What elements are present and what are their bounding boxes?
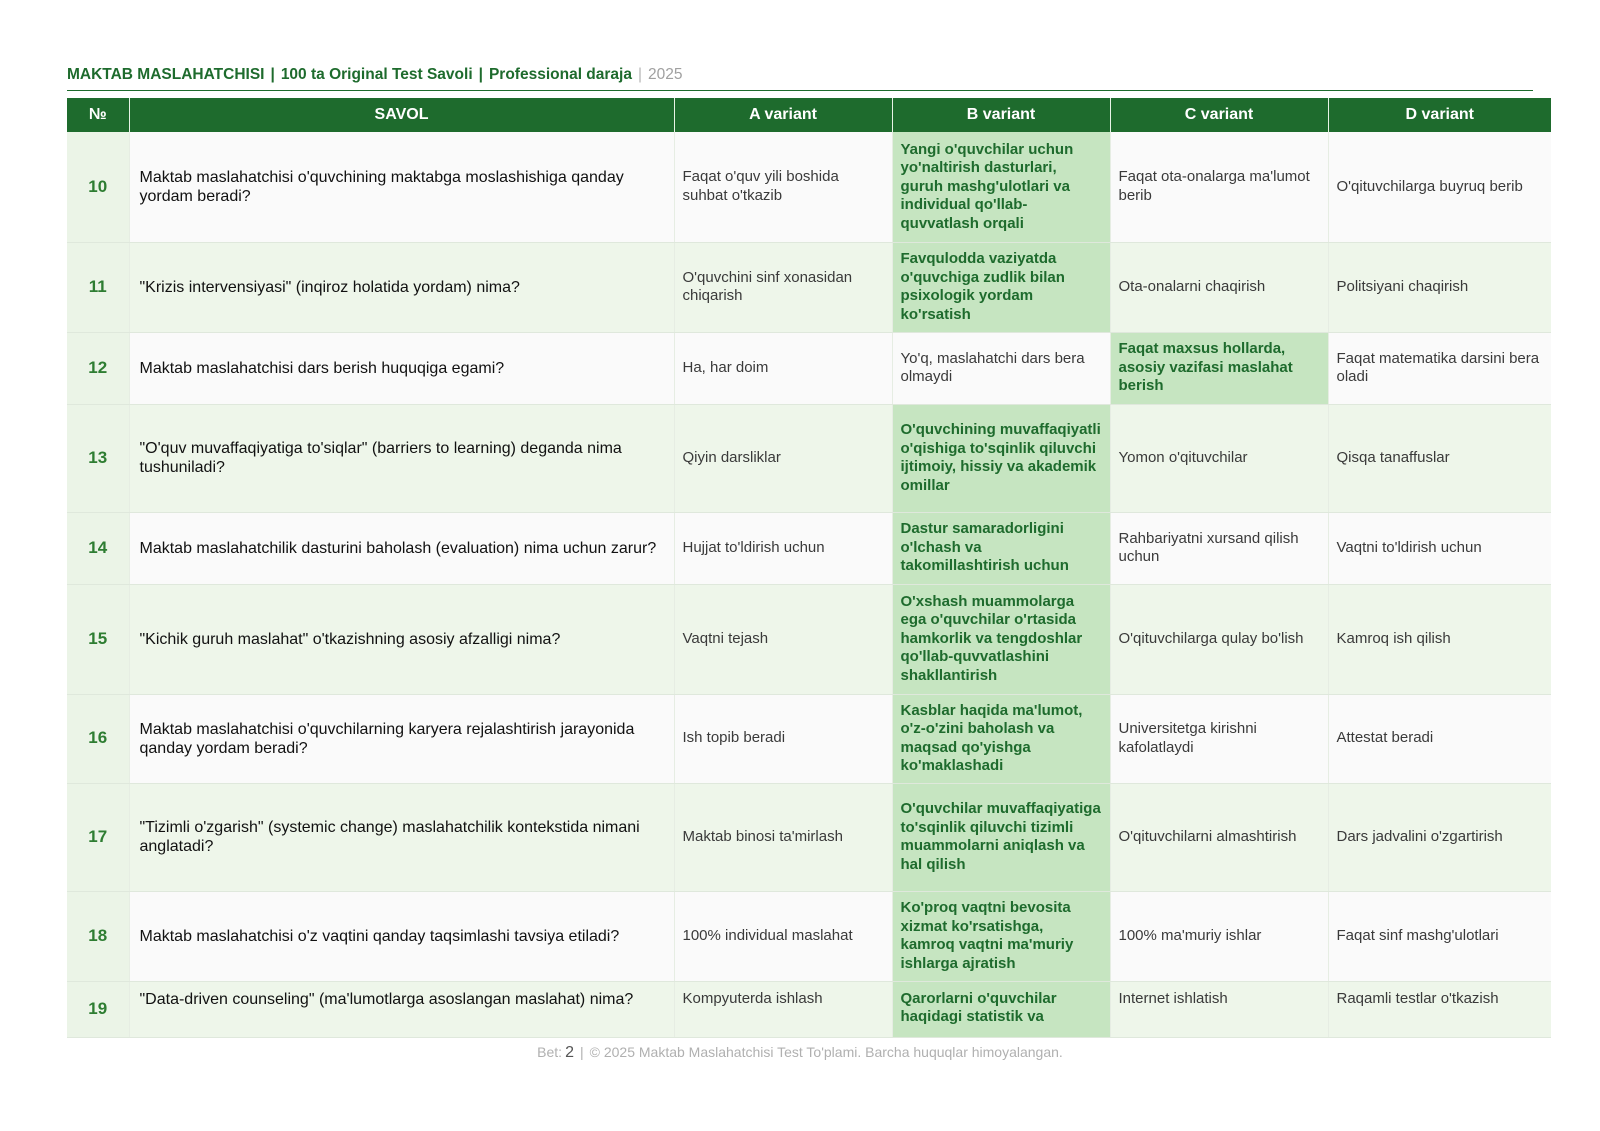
question-number: 17 <box>67 783 129 891</box>
question-text: Maktab maslahatchilik dasturini baholash (evaluation) nima uchun zarur? <box>129 512 674 584</box>
option-a: Hujjat to'ldirish uchun <box>674 512 892 584</box>
option-a: Qiyin darsliklar <box>674 404 892 512</box>
option-b-correct: Kasblar haqida ma'lumot, o'z-o'zini baholash va maqsad qo'yishga ko'maklashadi <box>892 694 1110 783</box>
table-row <box>67 404 1551 512</box>
option-d: Attestat beradi <box>1328 694 1551 783</box>
option-a: Vaqtni tejash <box>674 584 892 694</box>
option-a: O'quvchini sinf xonasidan chiqarish <box>674 242 892 332</box>
option-a: Ha, har doim <box>674 332 892 404</box>
page-label: Bet: <box>537 1044 563 1060</box>
option-c: 100% ma'muriy ishlar <box>1110 891 1328 981</box>
page-number: 2 <box>565 1044 574 1061</box>
question-text: "Kichik guruh maslahat" o'tkazishning asosiy afzalligi nima? <box>129 584 674 694</box>
option-c: Ota-onalarni chaqirish <box>1110 242 1328 332</box>
header-separator: | <box>478 66 483 83</box>
header-collection-title: 100 ta Original Test Savoli <box>280 66 473 83</box>
table-row <box>67 981 1551 1037</box>
option-c: Universitetga kirishni kafolatlaydi <box>1110 694 1328 783</box>
column-header-question: SAVOL <box>129 98 674 132</box>
option-b-correct: Favqulodda vaziyatda o'quvchiga zudlik bilan psixologik yordam ko'rsatish <box>892 242 1110 332</box>
option-c: O'qituvchilarga qulay bo'lish <box>1110 584 1328 694</box>
header-separator: | <box>270 66 275 83</box>
header-brand: MAKTAB MASLAHATCHISI <box>67 66 265 83</box>
column-header-b: B variant <box>892 98 1110 132</box>
column-header-a: A variant <box>674 98 892 132</box>
page-footer <box>0 1044 1600 1062</box>
option-d: Raqamli testlar o'tkazish <box>1328 981 1551 1037</box>
question-number: 12 <box>67 332 129 404</box>
question-text: "Tizimli o'zgarish" (systemic change) maslahatchilik kontekstida nimani anglatadi? <box>129 783 674 891</box>
footer-separator: | <box>579 1044 584 1060</box>
option-a: Faqat o'quv yili boshida suhbat o'tkazib <box>674 132 892 242</box>
table-row <box>67 512 1551 584</box>
option-d: Vaqtni to'ldirish uchun <box>1328 512 1551 584</box>
column-header-c: C variant <box>1110 98 1328 132</box>
question-number: 16 <box>67 694 129 783</box>
option-b-correct: O'quvchining muvaffaqiyatli o'qishiga to'sqinlik qiluvchi ijtimoiy, hissiy va akademik omillar <box>892 404 1110 512</box>
header-separator: | <box>637 66 643 83</box>
question-number: 14 <box>67 512 129 584</box>
option-d: Kamroq ish qilish <box>1328 584 1551 694</box>
option-a: 100% individual maslahat <box>674 891 892 981</box>
option-c: Yomon o'qituvchilar <box>1110 404 1328 512</box>
question-text: Maktab maslahatchisi dars berish huquqiga egami? <box>129 332 674 404</box>
column-header-d: D variant <box>1328 98 1551 132</box>
table-row <box>67 584 1551 694</box>
table-row <box>67 891 1551 981</box>
question-text: "O'quv muvaffaqiyatiga to'siqlar" (barriers to learning) deganda nima tushuniladi? <box>129 404 674 512</box>
option-d: Faqat sinf mashg'ulotlari <box>1328 891 1551 981</box>
page-header <box>67 66 1533 91</box>
table-row <box>67 242 1551 332</box>
option-d: Dars jadvalini o'zgartirish <box>1328 783 1551 891</box>
option-d: Qisqa tanaffuslar <box>1328 404 1551 512</box>
column-header-number: № <box>67 98 129 132</box>
option-c: O'qituvchilarni almashtirish <box>1110 783 1328 891</box>
question-number: 11 <box>67 242 129 332</box>
option-b-correct: Qarorlarni o'quvchilar haqidagi statistik va <box>892 981 1110 1037</box>
table-row <box>67 694 1551 783</box>
option-b-correct: Dastur samaradorligini o'lchash va takomillashtirish uchun <box>892 512 1110 584</box>
question-number: 18 <box>67 891 129 981</box>
option-a: Maktab binosi ta'mirlash <box>674 783 892 891</box>
option-b-correct: Ko'proq vaqtni bevosita xizmat ko'rsatishga, kamroq vaqtni ma'muriy ishlarga ajratish <box>892 891 1110 981</box>
question-text: Maktab maslahatchisi o'z vaqtini qanday taqsimlashi tavsiya etiladi? <box>129 891 674 981</box>
question-number: 19 <box>67 981 129 1037</box>
option-b-correct: O'quvchilar muvaffaqiyatiga to'sqinlik qiluvchi tizimli muammolarni aniqlash va hal qilish <box>892 783 1110 891</box>
option-c: Internet ishlatish <box>1110 981 1328 1037</box>
question-number: 10 <box>67 132 129 242</box>
option-b: Yo'q, maslahatchi dars bera olmaydi <box>892 332 1110 404</box>
option-d: Faqat matematika darsini bera oladi <box>1328 332 1551 404</box>
question-number: 15 <box>67 584 129 694</box>
option-c-correct: Faqat maxsus hollarda, asosiy vazifasi maslahat berish <box>1110 332 1328 404</box>
option-c: Faqat ota-onalarga ma'lumot berib <box>1110 132 1328 242</box>
question-number: 13 <box>67 404 129 512</box>
option-a: Kompyuterda ishlash <box>674 981 892 1037</box>
table-row <box>67 783 1551 891</box>
option-b-correct: O'xshash muammolarga ega o'quvchilar o'rtasida hamkorlik va tengdoshlar qo'llab-quvvatlashini shakllantirish <box>892 584 1110 694</box>
option-a: Ish topib beradi <box>674 694 892 783</box>
question-text: "Data-driven counseling" (ma'lumotlarga asoslangan maslahat) nima? <box>129 981 674 1037</box>
table-row <box>67 132 1551 242</box>
question-text: Maktab maslahatchisi o'quvchining maktabga moslashishiga qanday yordam beradi? <box>129 132 674 242</box>
option-c: Rahbariyatni xursand qilish uchun <box>1110 512 1328 584</box>
table-row <box>67 332 1551 404</box>
questions-table <box>67 98 1551 1038</box>
question-text: "Krizis intervensiyasi" (inqiroz holatida yordam) nima? <box>129 242 674 332</box>
option-d: Politsiyani chaqirish <box>1328 242 1551 332</box>
question-text: Maktab maslahatchisi o'quvchilarning karyera rejalashtirish jarayonida qanday yordam beradi? <box>129 694 674 783</box>
copyright-text: © 2025 Maktab Maslahatchisi Test To'plami. Barcha huquqlar himoyalangan. <box>589 1044 1063 1060</box>
option-d: O'qituvchilarga buyruq berib <box>1328 132 1551 242</box>
table-header-row <box>67 98 1551 132</box>
header-level: Professional daraja <box>488 66 632 83</box>
header-year: 2025 <box>648 66 683 83</box>
option-b-correct: Yangi o'quvchilar uchun yo'naltirish dasturlari, guruh mashg'ulotlari va individual qo'llab-quvvatlash orqali <box>892 132 1110 242</box>
